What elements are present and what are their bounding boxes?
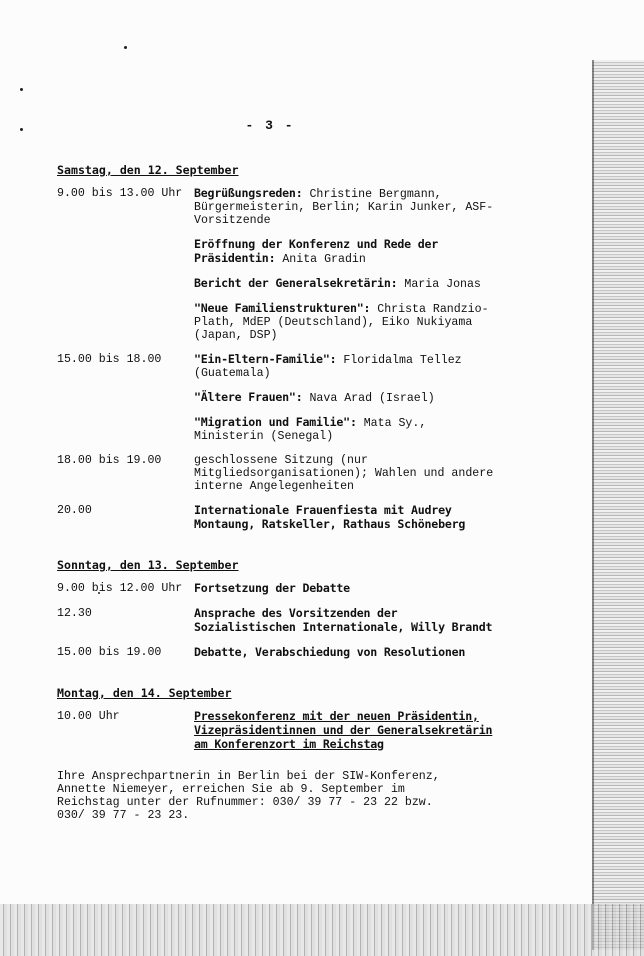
entry-description — [194, 607, 497, 635]
day-spacer — [57, 671, 497, 687]
day-spacer — [57, 543, 497, 559]
entry-time: 9.00 bis 13.00 Uhr — [57, 187, 183, 200]
entry-text: Anita Gradin — [275, 253, 366, 266]
entry-description — [194, 238, 497, 266]
day-heading: Samstag, den 12. September — [57, 163, 239, 177]
entry-title: "Ältere Frauen": — [194, 390, 303, 404]
entry-title: "Ein-Eltern-Familie": — [194, 352, 337, 366]
contact-note: Ihre Ansprechpartnerin in Berlin bei der SIW-Konferenz, Annette Niemeyer, erreichen Sie ab 9. September im Reichstag unter der Rufnummer: 030/ 39 77 - 23 22 bzw. 030/ 39 77 - 23 23. — [57, 770, 440, 822]
entry-description — [194, 582, 497, 596]
entry-text: geschlossene Sitzung (nur Mitgliedsorganisationen); Wahlen und andere interne Angelegenheiten — [194, 454, 494, 493]
day-heading: Montag, den 14. September — [57, 686, 232, 700]
entry-time — [57, 416, 194, 443]
entry-time — [57, 238, 194, 266]
entry-title: Fortsetzung der Debatte — [194, 581, 350, 595]
schedule-entry — [57, 277, 497, 291]
entry-time: 10.00 Uhr — [57, 710, 120, 723]
entry-description — [194, 353, 497, 380]
scan-edge-bottom — [0, 904, 644, 956]
entry-description — [194, 646, 497, 660]
schedule-entry — [57, 582, 497, 596]
entry-text: Maria Jonas — [397, 278, 481, 291]
entry-time: 9.00 bis 12.00 Uhr — [57, 582, 183, 595]
schedule-entry — [57, 391, 497, 405]
scan-speck — [20, 88, 23, 91]
schedule-entry — [57, 302, 497, 342]
scan-edge-line — [592, 60, 594, 950]
entry-title: Begrüßungsreden: — [194, 186, 303, 200]
entry-text: Christine Bergmann, Bürgermeisterin, Berlin; Karin Junker, ASF-Vorsitzende — [194, 188, 494, 227]
schedule-entry — [57, 646, 497, 660]
entry-text: Christa Randzio-Plath, MdEP (Deutschland), Eiko Nukiyama (Japan, DSP) — [194, 303, 489, 342]
entry-text: Floridalma Tellez (Guatemala) — [194, 354, 462, 380]
scan-edge-right — [592, 60, 644, 950]
schedule-entry — [57, 454, 497, 493]
entry-description — [194, 391, 497, 405]
page-number: - 3 - — [245, 118, 295, 133]
scan-speck — [124, 46, 127, 49]
entry-time: 12.30 — [57, 607, 92, 620]
entry-title: Bericht der Generalsekretärin: — [194, 276, 398, 290]
entry-time: 15.00 bis 18.00 — [57, 353, 162, 366]
schedule-entry — [57, 710, 497, 752]
entry-description — [194, 187, 497, 227]
schedule-entry — [57, 416, 497, 443]
schedule-entry — [57, 238, 497, 266]
entry-title: "Migration und Familie": — [194, 415, 357, 429]
entry-title: Debatte, Verabschiedung von Resolutionen — [194, 645, 466, 659]
entry-time — [57, 391, 194, 405]
entry-description — [194, 277, 497, 291]
schedule-entry — [57, 504, 497, 532]
entry-time: 20.00 — [57, 504, 92, 517]
entry-title: Pressekonferenz mit der neuen Präsidentin, Vizepräsidentinnen und der Generalsekretärin am Konferenzort im Reichstag — [194, 709, 493, 751]
entry-title: Internationale Frauenfiesta mit Audrey Montaung, Ratskeller, Rathaus Schöneberg — [194, 503, 466, 531]
entry-title: "Neue Familienstrukturen": — [194, 301, 371, 315]
schedule-entry — [57, 187, 497, 227]
entry-description — [194, 416, 497, 443]
entry-description — [194, 454, 497, 493]
entry-title: Eröffnung der Konferenz und Rede der Präsidentin: — [194, 237, 439, 265]
day-heading: Sonntag, den 13. September — [57, 558, 239, 572]
entry-description — [194, 504, 497, 532]
schedule-entry — [57, 353, 497, 380]
entry-text: Mata Sy., Ministerin (Senegal) — [194, 417, 427, 443]
entry-title: Ansprache des Vorsitzenden der Sozialistischen Internationale, Willy Brandt — [194, 606, 493, 634]
entry-time: 18.00 bis 19.00 — [57, 454, 162, 467]
schedule — [57, 164, 497, 822]
entry-description — [194, 302, 497, 342]
entry-text: Nava Arad (Israel) — [302, 392, 435, 405]
entry-description — [194, 710, 497, 752]
entry-time: 15.00 bis 19.00 — [57, 646, 162, 659]
entry-time — [57, 277, 194, 291]
schedule-entry — [57, 607, 497, 635]
entry-time — [57, 302, 194, 342]
